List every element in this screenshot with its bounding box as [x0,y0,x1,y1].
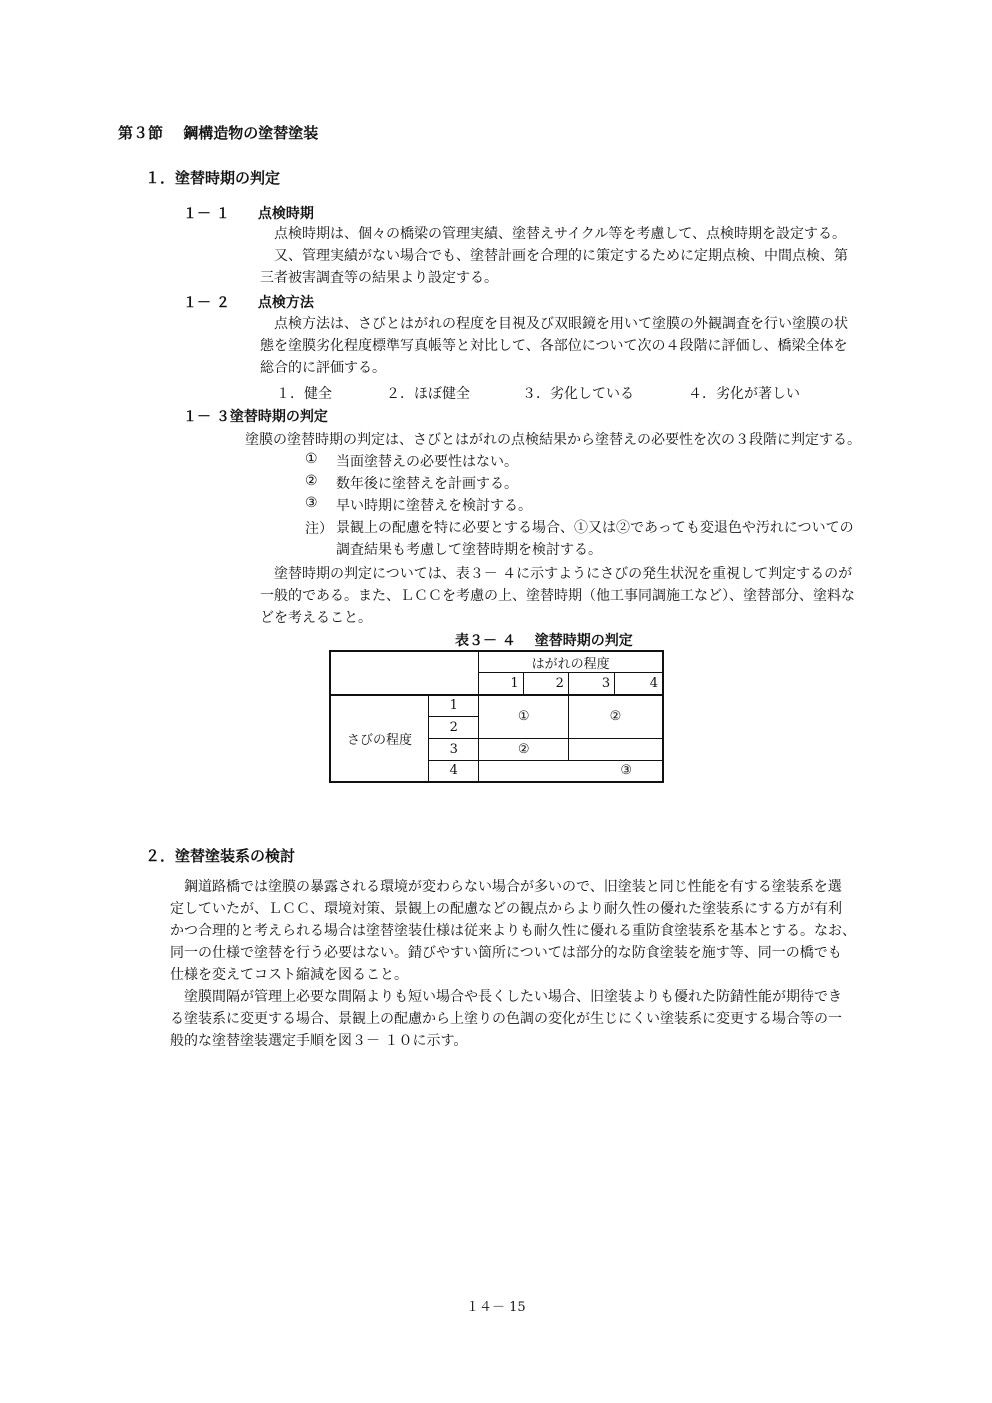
paragraph-1-2 [260,313,848,379]
grade-1: １．健全 [276,386,332,402]
grade-4: ４．劣化が著しい [688,386,800,402]
cell-r3-c34 [568,738,663,760]
text-line: 又、管理実績がない場合でも、塗替計画を合理的に策定するために定期点検、中間点検、第 [274,248,848,264]
cell-r12-c12: ① [479,695,569,739]
row-4: 4 [429,760,479,782]
item-mark-1: ① [305,451,318,467]
section-title: 第３節 鋼構造物の塗替塗装 [118,124,319,142]
col-4: 4 [615,673,663,695]
col-header: はがれの程度 [479,651,663,673]
text-line: 調査結果も考慮して塗替時期を検討する。 [336,542,602,558]
subheading-1-1: １－ １ 点検時期 [183,206,314,222]
heading-2: ２．塗替塗装系の検討 [145,847,296,865]
row-header: さびの程度 [330,695,429,782]
text-line: かつ合理的と考えられる場合は塗替塗装仕様は従来よりも耐久性に優れる重防食塗装系を基本とする。なお、 [170,923,856,939]
row-1: 1 [429,695,479,717]
table-caption: 表３－ ４ 塗替時期の判定 [455,633,633,649]
table-corner-cell [330,651,479,695]
text-line: 鋼道路橋では塗膜の暴露される環境が変わらない場合が多いので、旧塗装と同じ性能を有する塗装系を選 [184,879,842,895]
item-text-3: 早い時期に塗替えを検討する。 [336,498,532,514]
text-line: 塗替時期の判定については、表３－ ４に示すようにさびの発生状況を重視して判定するのが [274,566,853,582]
col-1: 1 [479,673,523,695]
text-line: 総合的に評価する。 [260,360,386,376]
paragraph-2-1 [170,876,856,1052]
item-text-1: 当面塗替えの必要性はない。 [336,454,518,470]
page-number: １４－ 15 [466,1300,526,1315]
grade-2: ２．ほぼ健全 [386,386,470,402]
heading-1: １．塗替時期の判定 [145,169,281,187]
text-line: 態を塗膜劣化程度標準写真帳等と対比して、各部位について次の４段階に評価し、橋梁全体を [260,338,848,354]
item-text-2: 数年後に塗替えを計画する。 [336,476,518,492]
text-line: る塗装系に変更する場合、景観上の配慮から上塗りの色調の変化が生じにくい塗装系に変更する場合等の一 [170,1011,842,1027]
text-line: 三者被害調査等の結果より設定する。 [260,270,498,286]
text-line: どを考えること。 [260,610,372,626]
text-line: 塗膜間隔が管理上必要な間隔よりも短い場合や長くしたい場合、旧塗装よりも優れた防錆性能が期待でき [184,989,842,1005]
judgement-intro: 塗膜の塗替時期の判定は、さびとはがれの点検結果から塗替えの必要性を次の３段階に判定する。 [245,432,861,448]
paragraph-1-1 [260,223,848,289]
cell-r3-c12: ② [479,738,569,760]
col-2: 2 [523,673,568,695]
cell-r12-c34: ② [568,695,663,739]
text-line: 同一の仕様で塗替を行う必要はない。錆びやすい箇所については部分的な防食塗装を施す等、同一の橋でも [170,945,842,961]
text-line: 仕様を変えてコスト縮減を図ること。 [170,967,408,983]
text-line: 般的な塗替塗装選定手順を図３－ １０に示す。 [170,1033,468,1049]
text-line: 点検方法は、さびとはがれの程度を目視及び双眼鏡を用いて塗膜の外観調査を行い塗膜の状 [274,316,848,332]
note-mark: 注） [305,521,333,537]
col-3: 3 [568,673,614,695]
text-line: 景観上の配慮を特に必要とする場合、①又は②であっても変退色や汚れについての [336,520,854,536]
item-mark-3: ③ [305,495,318,511]
cell-r34-c34: ③ [479,760,663,782]
text-line: 定していたが、ＬＣＣ、環境対策、景観上の配慮などの観点からより耐久性の優れた塗装系にする方が有利 [170,901,842,917]
subheading-1-3: １－ ３塗替時期の判定 [183,409,328,425]
text-line: 一般的である。また、ＬＣＣを考慮の上、塗替時期（他工事同調施工など）、塗替部分、塗料な [260,588,855,604]
subheading-1-2: １－ ２ 点検方法 [183,295,314,311]
judgement-table [329,650,664,783]
note-text [336,517,854,561]
row-2: 2 [429,716,479,738]
grade-3: ３．劣化している [522,386,634,402]
item-mark-2: ② [305,473,318,489]
row-3: 3 [429,738,479,760]
paragraph-1-3 [260,563,855,629]
text-line: 点検時期は、個々の橋梁の管理実績、塗替えサイクル等を考慮して、点検時期を設定する。 [274,226,847,242]
